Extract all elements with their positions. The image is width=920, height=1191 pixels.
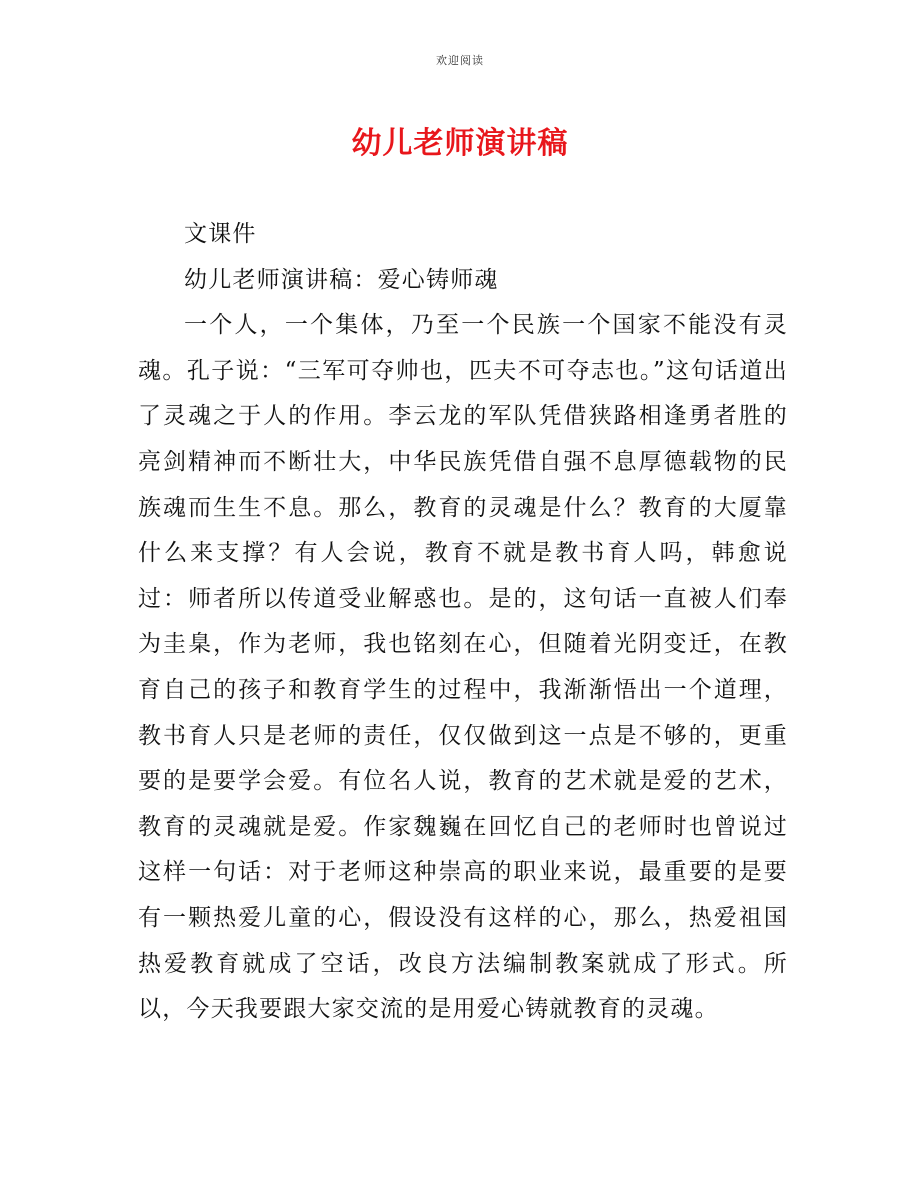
document-title: 幼儿老师演讲稿	[351, 126, 569, 161]
paragraph-source: 文课件	[184, 221, 257, 247]
paragraph-subtitle: 幼儿老师演讲稿：爱心铸师魂	[184, 266, 499, 293]
paragraph-main: 一个人，一个集体，乃至一个民族一个国家不能没有灵魂。孔子说：“三军可夺帅也，匹夫不可夺志也。”这句话道出了灵魂之于人的作用。李云龙的军队凭借狭路相逢勇者胜的亮剑精神而不断壮大，中华民族凭借自强不息厚德载物的民族魂而生生不息。那么，教育的灵魂是什么？教育的大厦靠什么来支撑？有人会说，教育不就是教书育人吗，韩愈说过：师者所以传道受业解惑也。是的，这句话一直被人们奉为圭臬，作为老师，我也铭刻在心，但随着光阴变迁，在教育自己的孩子和教育学生的过程中，我渐渐悟出一个道理，教书育人只是老师的责任，仅仅做到这一点是不够的，更重要的是要学会爱。有位名人说，教育的艺术就是爱的艺术，教育的灵魂就是爱。作家魏巍在回忆自己的老师时也曾说过这样一句话：对于老师这种崇高的职业来说，最重要的是要有一颗热爱儿童的心，假设没有这样的心，那么，热爱祖国热爱教育就成了空话，改良方法编制教案就成了形式。所以，今天我要跟大家交流的是用爱心铸就教育的灵魂。	[138, 312, 788, 1023]
page-header: 欢迎阅读	[436, 54, 484, 67]
document-body	[138, 212, 788, 1033]
